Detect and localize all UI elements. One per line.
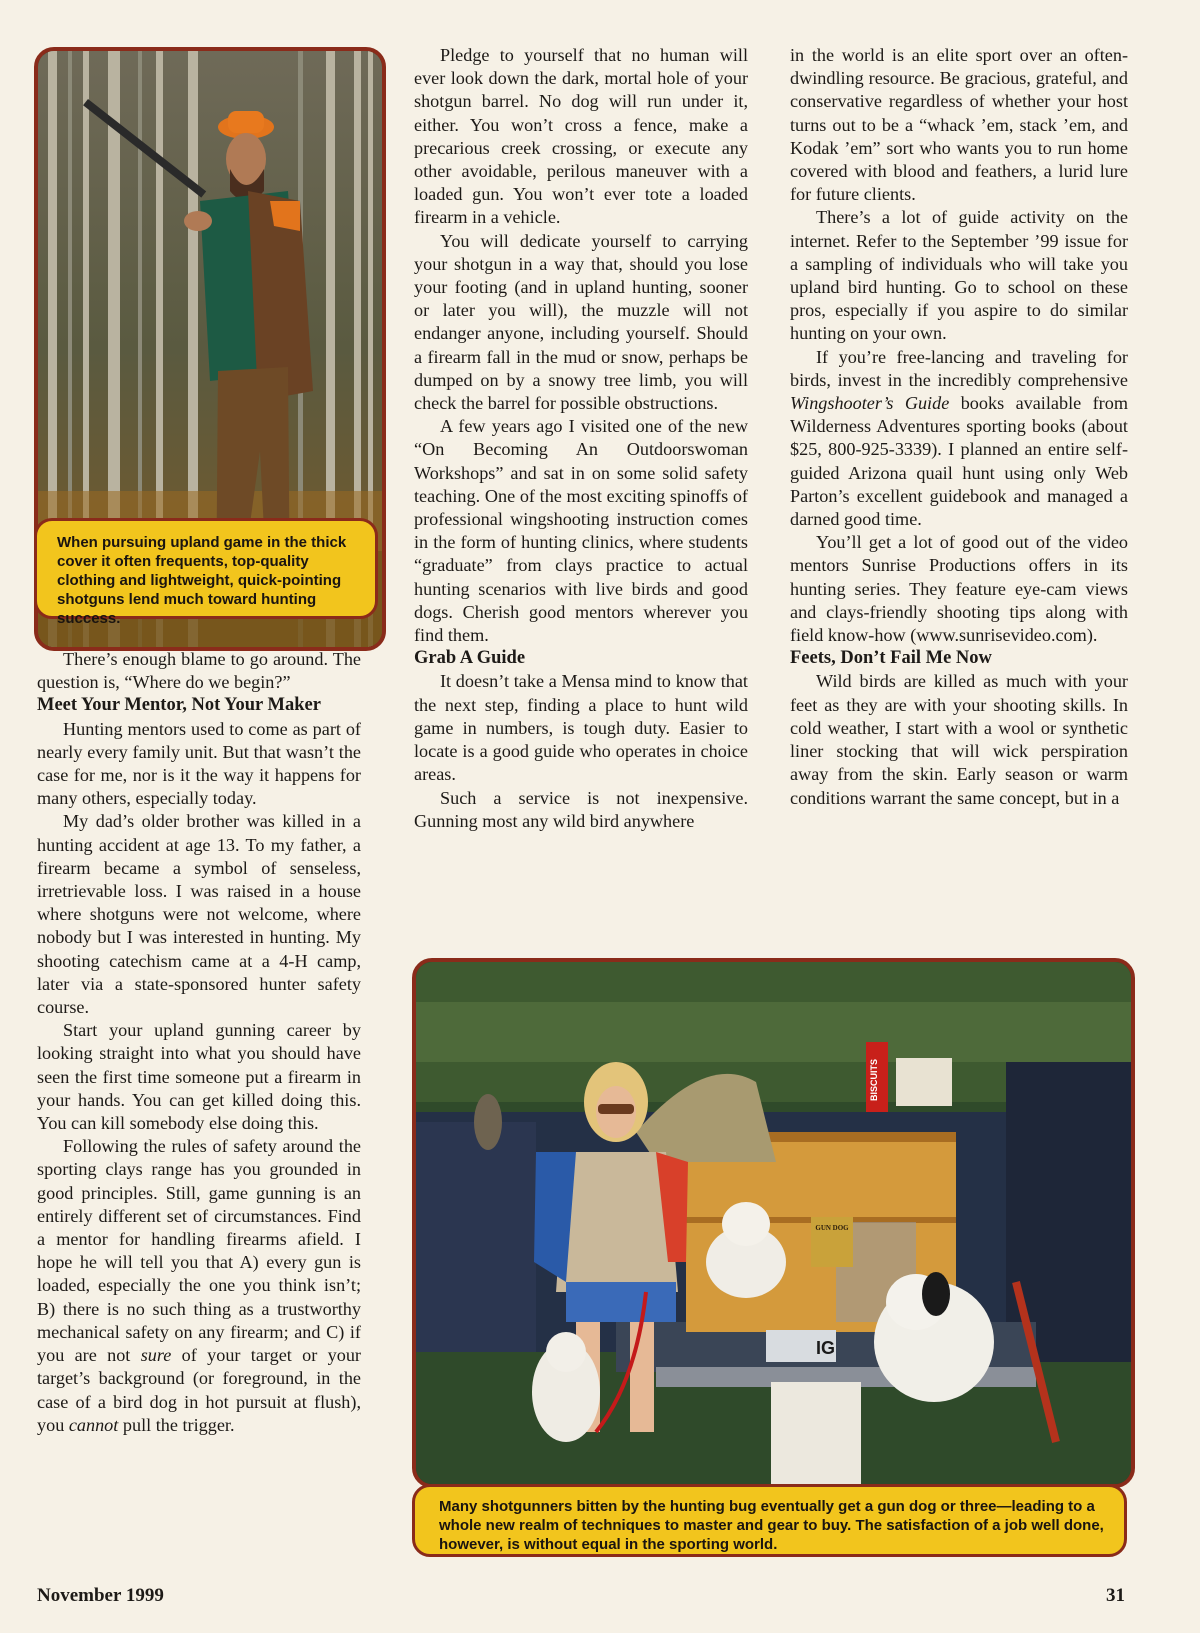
top-photo-caption bbox=[34, 518, 378, 627]
page-number: 31 bbox=[1106, 1585, 1125, 1606]
license-plate-text: IG bbox=[816, 1338, 836, 1358]
paragraph: Wild birds are killed as much with your feet as they are with your shooting skills. In cold weather, I start with a wool or synthetic liner stocking that will wick perspiration away from the skin. Early season or warm conditions warrant the same concept, but in a bbox=[790, 671, 1128, 808]
paragraph: You’ll get a lot of good out of the video mentors Sunrise Productions offers in its hunting series. They feature eye-cam views and clays-friendly shooting tips along with field know-how (www.sunrisevideo.com). bbox=[790, 532, 1128, 646]
top-caption-text: When pursuing upland game in the thick cover it often frequents, top-quality clothing and lightweight, quick-pointing shotguns lend much toward hunting success. bbox=[57, 534, 347, 627]
bottom-caption-text: Many shotgunners bitten by the hunting bug eventually get a gun dog or three—leading to a whole new realm of techniques to master and gear to buy. The satisfaction of a job well done, however, is without equal in the sporting world. bbox=[439, 1498, 1104, 1553]
column-1 bbox=[37, 648, 361, 1437]
woman-with-dogs-and-truck-photo bbox=[412, 958, 1135, 1488]
column-2 bbox=[414, 44, 748, 833]
paragraph: There’s a lot of guide activity on the internet. Refer to the September ’99 issue for a sampling of individuals who will take you upland bird hunting. Go to school on these pros, especially if you aspire to do similar hunting on your own. bbox=[790, 207, 1128, 344]
paragraph: A few years ago I visited one of the new “On Becoming An Outdoorswoman Workshops” and sat in on some solid safety teaching. One of the most exciting spinoffs of professional wingshooting instruction comes in the form of hunting clinics, where students “graduate” from clays practice to actual hunting scenarios with live birds and good dogs. Cherish good mentors wherever you find them. bbox=[414, 416, 748, 646]
paragraph: Pledge to yourself that no human will ever look down the dark, mortal hole of your shotgun barrel. No dog will run under it, either. You won’t cross a fence, make a precarious creek crossing, or execute any other avoidable, perilous maneuver with a loaded gun. You won’t ever tote a loaded firearm in a vehicle. bbox=[414, 45, 748, 228]
paragraph: It doesn’t take a Mensa mind to know that the next step, finding a place to hunt wild game in numbers, is tough duty. Easier to locate is a good guide who operates in choice areas. bbox=[414, 671, 748, 785]
paragraph: You will dedicate yourself to carrying your shotgun in a way that, should you lose your footing (and in upland hunting, sooner or later you will), the muzzle will not endanger anyone, including yourself. Should a firearm fall in the mud or snow, perhaps be dumped on by a snowy tree limb, you will check the barrel for possible obstructions. bbox=[414, 230, 748, 414]
subhead-grab-a-guide: Grab A Guide bbox=[414, 648, 526, 669]
subhead-meet-your-mentor: Meet Your Mentor, Not Your Maker bbox=[37, 695, 321, 716]
footer-date: November 1999 bbox=[37, 1585, 164, 1606]
column-3 bbox=[790, 44, 1128, 810]
paragraph: Following the rules of safety around the sporting clays range has you grounded in good principles. Still, game gunning is an entirely different set of circumstances. Find a mentor for handling firearms afield. I hope he will tell you that A) every gun is loaded, especially the one you think isn’t; B) there is no such thing as a trustworthy mechanical safety on any firearm; and C) if you are not sure of your target or your target’s background (or foreground, in the case of a bird dog in hot pursuit at flush), you cannot pull the trigger. bbox=[37, 1136, 361, 1435]
paragraph: There’s enough blame to go around. The question is, “Where do we begin?” bbox=[37, 649, 361, 693]
paragraph: If you’re free-lancing and traveling for birds, invest in the incredibly comprehensive Wingshooter’s Guide books available from Wilderness Adventures sporting books (about $25, 800-925-3339). I planned an entire self-guided Arizona quail hunt using only Web Parton’s excellent guidebook and managed a darned good time. bbox=[790, 346, 1128, 530]
paragraph: Hunting mentors used to come as part of nearly every family unit. But that wasn’t the case for me, nor is it the way it happens for many others, especially today. bbox=[37, 718, 361, 809]
subhead-feets: Feets, Don’t Fail Me Now bbox=[790, 648, 992, 669]
paragraph: in the world is an elite sport over an often-dwindling resource. Be gracious, grateful, and conservative regardless of whether your host turns out to be a “whack ’em, stack ’em, and Kodak ’em” sort who wants you to run home covered with blood and feathers, a lurid lure for future clients. bbox=[790, 45, 1128, 205]
paragraph: My dad’s older brother was killed in a hunting accident at age 13. To my father, a firearm became a symbol of senseless, irretrievable loss. I was raised in a house where shotguns were not welcome, where nobody but I was interested in hunting. My shooting catechism came at a 4-H camp, later via a state-sponsored hunter safety course. bbox=[37, 811, 361, 1018]
biscuits-label: BISCUITS bbox=[869, 1058, 879, 1102]
truck-scene-image bbox=[416, 962, 1131, 1484]
gun-dog-label: GUN DOG bbox=[815, 1224, 849, 1232]
paragraph: Start your upland gunning career by looking straight into what you should have seen the first time someone put a firearm in your hands. You can get killed doing this. You can kill somebody else doing this. bbox=[37, 1020, 361, 1134]
paragraph: Such a service is not inexpensive. Gunning most any wild bird anywhere bbox=[414, 787, 748, 831]
bottom-photo-caption bbox=[412, 1484, 1127, 1557]
